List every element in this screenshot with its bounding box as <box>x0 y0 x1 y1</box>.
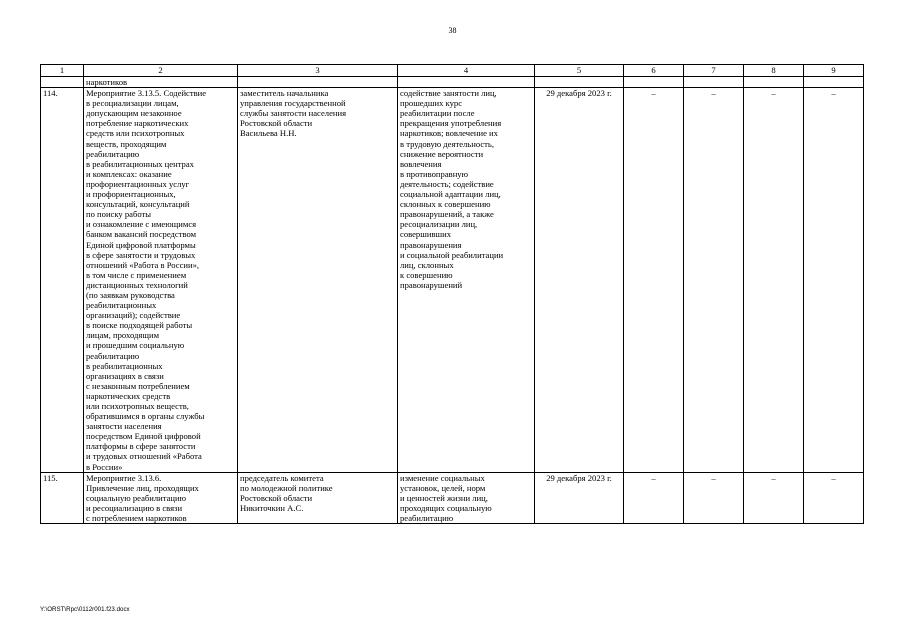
value-cell: – <box>804 88 864 473</box>
value-cell: – <box>624 472 684 523</box>
value-cell: – <box>744 88 804 473</box>
row-number: 114. <box>41 88 84 473</box>
value-cell: – <box>804 472 864 523</box>
value-cell: – <box>744 472 804 523</box>
column-header: 1 <box>41 65 84 77</box>
value-cell: – <box>684 472 744 523</box>
table-row-continuation <box>41 77 864 88</box>
value-cell: – <box>684 88 744 473</box>
measure-cell: Мероприятие 3.13.5. Содействие в ресоциализации лицам, допускающим незаконное потребление наркотических средств или психотропных веществ, проходящим реабилитацию в реабилитационных центрах и комплексах: оказание профориентационных услуг и профориентационных, консультаций, консультаций по поиску работы и ознакомление с имеющимся банком вакансий посредством Единой цифровой платформы в сфере занятости и трудовых отношений «Работа в России», в том числе с применением дистанционных технологий (по заявкам руководства реабилитационных организаций); содействие в поиске подходящей работы лицам, проходящим и прошедшим социальную реабилитацию в реабилитационных организациях в связи с незаконным потреблением наркотических средств или психотропных веществ, обратившимся в органы службы занятости населения посредством Единой цифровой платформы в сфере занятости и трудовых отношений «Работа в России» <box>84 88 238 473</box>
column-header: 2 <box>84 65 238 77</box>
table-row <box>41 472 864 523</box>
row-number: 115. <box>41 472 84 523</box>
measure-cell: Мероприятие 3.13.6. Привлечение лиц, проходящих социальную реабилитацию и ресоциализацию в связи с потреблением наркотиков <box>84 472 238 523</box>
responsible-cell: заместитель начальника управления государственной службы занятости населения Ростовской области Васильева Н.Н. <box>238 88 398 473</box>
column-header: 5 <box>535 65 624 77</box>
value-cell: – <box>624 88 684 473</box>
result-cell: изменение социальных установок, целей, норм и ценностей жизни лиц, проходящих социальную реабилитацию <box>398 472 535 523</box>
measures-table <box>40 64 864 524</box>
deadline-cell: 29 декабря 2023 г. <box>535 472 624 523</box>
responsible-cell: председатель комитета по молодежной политике Ростовской области Никиточкин А.С. <box>238 472 398 523</box>
footer-file-path: Y:\ORST\Rpc\0112r001.f23.docx <box>40 606 130 613</box>
column-header: 4 <box>398 65 535 77</box>
column-number-header <box>41 65 864 77</box>
column-header: 8 <box>744 65 804 77</box>
deadline-cell: 29 декабря 2023 г. <box>535 88 624 473</box>
continuation-text: наркотиков <box>84 77 238 88</box>
table-row <box>41 88 864 473</box>
page-number: 38 <box>448 26 457 35</box>
column-header: 9 <box>804 65 864 77</box>
column-header: 3 <box>238 65 398 77</box>
column-header: 7 <box>684 65 744 77</box>
result-cell: содействие занятости лиц, прошедших курс реабилитации после прекращения употребления наркотиков; вовлечение их в трудовую деятельность, снижение вероятности вовлечения в противоправную деятельность; содействие социальной адаптации лиц, склонных к совершению правонарушений, а также ресоциализации лиц, совершивших правонарушения и социальной реабилитации лиц, склонных к совершению правонарушений <box>398 88 535 473</box>
column-header: 6 <box>624 65 684 77</box>
